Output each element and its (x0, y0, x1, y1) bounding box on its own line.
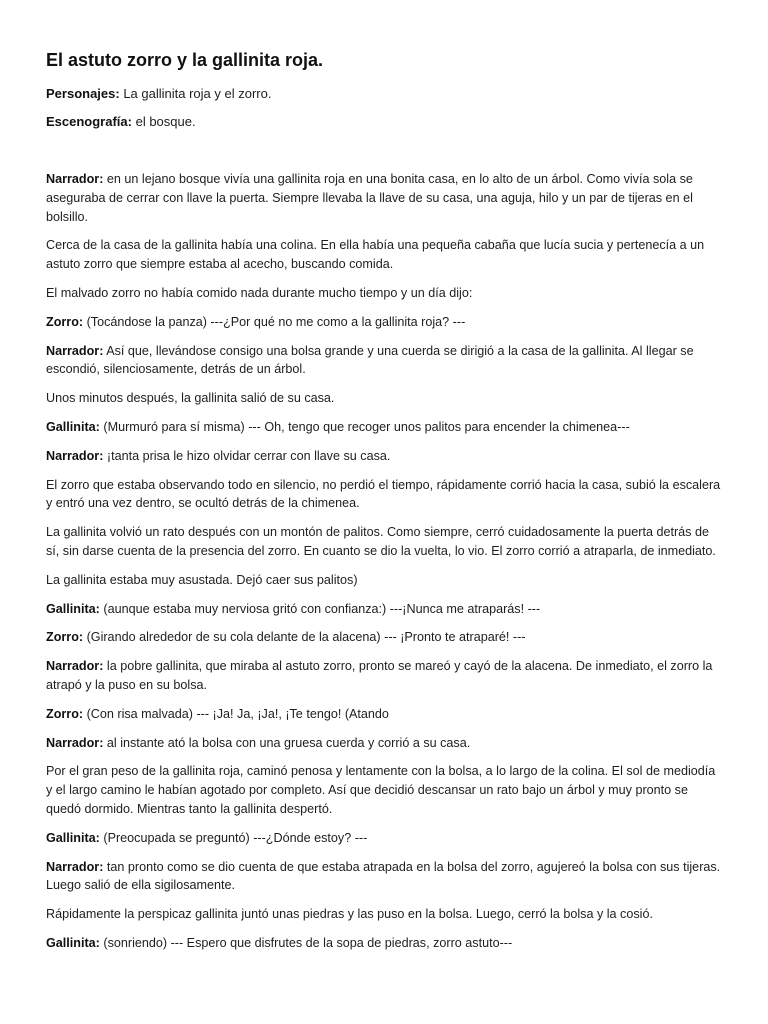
scenery-text: el bosque. (131, 114, 196, 129)
speaker-label: Zorro: (46, 314, 84, 329)
characters-text: La gallinita roja y el zorro. (119, 86, 272, 101)
story-paragraph (46, 762, 722, 818)
paragraph-text: Así que, llevándose consigo una bolsa grande y una cuerda se dirigió a la casa de la gallinita. Al llegar se escondió, silenciosamente, detrás de un árbol. (46, 343, 694, 377)
speaker-label: Narrador: (46, 735, 104, 750)
scenery-label: Escenografía: (46, 114, 132, 129)
story-paragraph (46, 705, 722, 724)
paragraph-text: La gallinita estaba muy asustada. Dejó caer sus palitos) (46, 572, 358, 587)
characters-line (46, 84, 722, 103)
speaker-label: Narrador: (46, 659, 104, 674)
story-paragraph (46, 571, 722, 590)
story-paragraph (46, 734, 722, 753)
paragraph-text: en un lejano bosque vivía una gallinita roja en una bonita casa, en lo alto de un árbol. Como vivía sola se aseguraba de cerrar con llave la puerta. Siempre llevaba la llave de su casa, una aguja, hilo y un par de tijeras en el bolsillo. (46, 172, 693, 224)
speaker-label: Narrador: (46, 448, 104, 463)
paragraph-text: la pobre gallinita, que miraba al astuto zorro, pronto se mareó y cayó de la alacena. De inmediato, el zorro la atrapó y la puso en su bolsa. (46, 659, 713, 692)
speaker-label: Zorro: (46, 706, 84, 721)
paragraph-text: tan pronto como se dio cuenta de que estaba atrapada en la bolsa del zorro, agujereó la bolsa con sus tijeras. Luego salió de ella sigilosamente. (46, 859, 721, 893)
speaker-label: Gallinita: (46, 601, 100, 616)
story-paragraph (46, 829, 722, 848)
story-paragraph (46, 934, 722, 953)
story-paragraph (46, 600, 722, 619)
paragraph-text: La gallinita volvió un rato después con un montón de palitos. Como siempre, cerró cuidadosamente la puerta detrás de sí, sin darse cuenta de la presencia del zorro. En cuanto se dio la vuelta, lo vio. El zorro corrió a atraparla, de inmediato. (46, 525, 716, 558)
story-paragraph (46, 476, 722, 514)
story-paragraph (46, 447, 722, 466)
paragraph-text: al instante ató la bolsa con una gruesa cuerda y corrió a su casa. (103, 735, 471, 750)
story-paragraph (46, 342, 722, 380)
speaker-label: Zorro: (46, 630, 84, 645)
paragraph-text: (Tocándose la panza) ---¿Por qué no me como a la gallinita roja? --- (83, 314, 466, 329)
paragraph-text: El malvado zorro no había comido nada durante mucho tiempo y un día dijo: (46, 285, 473, 300)
paragraph-text: (Con risa malvada) --- ¡Ja! Ja, ¡Ja!, ¡Te tengo! (Atando (83, 706, 389, 721)
paragraph-text: Cerca de la casa de la gallinita había una colina. En ella había una pequeña cabaña que lucía sucia y pertenecía a un astuto zorro que siempre estaba al acecho, buscando comida. (46, 238, 705, 272)
characters-label: Personajes: (46, 86, 120, 101)
document-page (46, 48, 722, 963)
speaker-label: Narrador: (46, 859, 104, 874)
paragraph-text: (sonriendo) --- Espero que disfrutes de la sopa de piedras, zorro astuto--- (99, 935, 513, 950)
section-spacer (46, 140, 722, 170)
story-paragraph (46, 389, 722, 408)
speaker-label: Gallinita: (46, 419, 100, 434)
story-paragraph (46, 170, 722, 226)
speaker-label: Narrador: (46, 343, 104, 358)
paragraph-text: (Murmuró para sí misma) --- Oh, tengo que recoger unos palitos para encender la chimenea--- (99, 419, 630, 434)
paragraph-text: (aunque estaba muy nerviosa gritó con confianza:) ---¡Nunca me atraparás! --- (99, 601, 541, 616)
scenery-line (46, 112, 722, 131)
paragraph-text: El zorro que estaba observando todo en silencio, no perdió el tiempo, rápidamente corrió hacia la casa, subió la escalera y entró una vez dentro, se ocultó detrás de la chimenea. (46, 477, 721, 511)
story-paragraph (46, 418, 722, 437)
speaker-label: Gallinita: (46, 830, 100, 845)
story-paragraph (46, 628, 722, 647)
story-paragraph (46, 657, 722, 695)
story-paragraph (46, 523, 722, 561)
document-title: El astuto zorro y la gallinita roja. (46, 50, 324, 70)
paragraph-text: (Girando alrededor de su cola delante de la alacena) --- ¡Pronto te atraparé! --- (83, 630, 526, 645)
story-paragraph (46, 284, 722, 303)
paragraph-text: Por el gran peso de la gallinita roja, caminó penosa y lentamente con la bolsa, a lo largo de la colina. El sol de mediodía y el largo camino le habían agotado por completo. Así que decidió descansar un rato bajo un árbol y muy pronto se quedó dormido. Mientras tanto la gallinita despertó. (46, 764, 716, 816)
speaker-label: Narrador: (46, 172, 104, 186)
paragraph-text: ¡tanta prisa le hizo olvidar cerrar con llave su casa. (103, 448, 391, 463)
speaker-label: Gallinita: (46, 935, 100, 950)
paragraph-text: Rápidamente la perspicaz gallinita juntó unas piedras y las puso en la bolsa. Luego, cerró la bolsa y la cosió. (46, 907, 653, 922)
story-body (46, 170, 722, 953)
story-paragraph (46, 858, 722, 896)
paragraph-text: Unos minutos después, la gallinita salió de su casa. (46, 391, 335, 406)
story-paragraph (46, 236, 722, 274)
paragraph-text: (Preocupada se preguntó) ---¿Dónde estoy? --- (99, 830, 368, 845)
meta-section (46, 84, 722, 131)
story-paragraph (46, 905, 722, 924)
story-paragraph (46, 313, 722, 332)
